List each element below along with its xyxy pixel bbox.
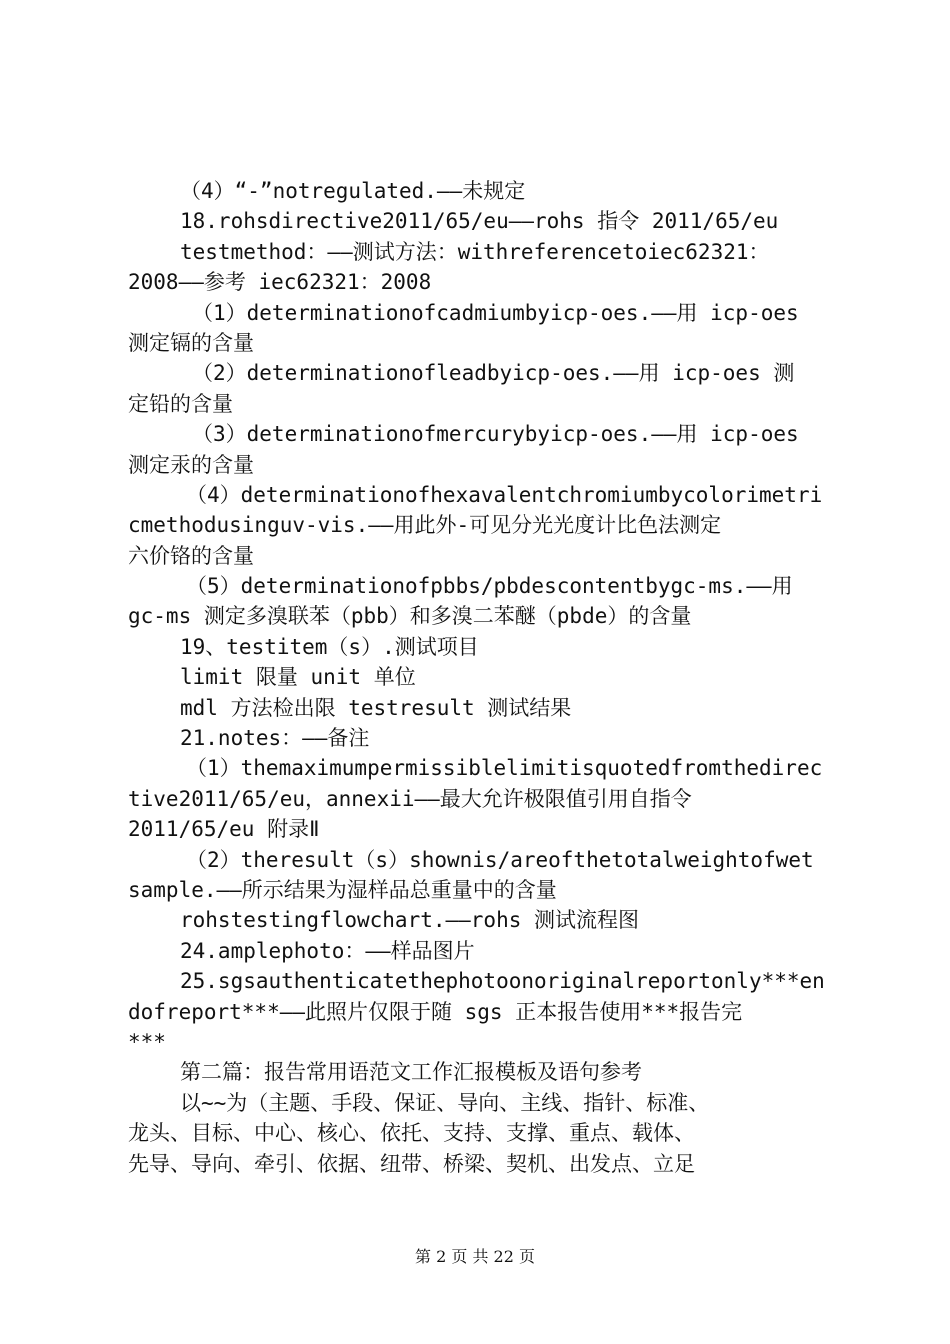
text-line: testmethod：——测试方法：withreferencetoiec62321： xyxy=(180,239,770,264)
text-line: 25.sgsauthenticatethephotoonoriginalreportonly***en xyxy=(180,969,825,994)
text-line: （5）determinationofpbbs/pbdescontentbygc-ms.——用 xyxy=(186,574,793,599)
text-line: 2011/65/eu 附录Ⅱ xyxy=(128,817,320,842)
section-heading: 第二篇：报告常用语范文工作汇报模板及语句参考 xyxy=(180,1060,642,1085)
text-line: tive2011/65/eu，annexii——最大允许极限值引用自指令 xyxy=(128,786,692,811)
text-line: 24.amplephoto：——样品图片 xyxy=(180,938,475,963)
text-line: （1）themaximumpermissiblelimitisquotedfromthedirec xyxy=(186,756,823,781)
text-line: 以~~为（主题、手段、保证、导向、主线、指针、标准、 xyxy=(180,1090,710,1115)
text-line: 测定镉的含量 xyxy=(128,330,254,355)
text-line: 先导、导向、牵引、依据、纽带、桥梁、契机、出发点、立足 xyxy=(128,1151,695,1176)
text-line: （2）theresult（s）shownis/areofthetotalweightofwet xyxy=(186,847,814,872)
text-line: *** xyxy=(128,1029,166,1054)
text-line: 2008——参考 iec62321：2008 xyxy=(128,270,432,295)
text-line: 龙头、目标、中心、核心、依托、支持、支撑、重点、载体、 xyxy=(128,1121,695,1146)
text-line: （3）determinationofmercurybyicp-oes.——用 icp-oes xyxy=(192,422,799,447)
text-line: 六价铬的含量 xyxy=(128,543,254,568)
text-line: 19、testitem（s）.测试项目 xyxy=(180,634,479,659)
text-line: 18.rohsdirective2011/65/eu——rohs 指令 2011/65/eu xyxy=(180,209,779,234)
text-line: （2）determinationofleadbyicp-oes.——用 icp-oes 测 xyxy=(192,361,795,386)
text-line: rohstestingflowchart.——rohs 测试流程图 xyxy=(180,908,640,933)
page-number-footer: 第 2 页 共 22 页 xyxy=(415,1247,535,1266)
text-line: 21.notes：——备注 xyxy=(180,726,370,751)
text-line: 测定汞的含量 xyxy=(128,452,254,477)
text-line: gc-ms 测定多溴联苯（pbb）和多溴二苯醚（pbde）的含量 xyxy=(128,604,692,629)
text-line: （1）determinationofcadmiumbyicp-oes.——用 icp-oes xyxy=(192,300,799,325)
text-line: cmethodusinguv-vis.——用此外-可见分光光度计比色法测定 xyxy=(128,513,722,538)
text-line: limit 限量 unit 单位 xyxy=(180,665,416,690)
text-line: sample.——所示结果为湿样品总重量中的含量 xyxy=(128,877,557,902)
text-line: dofreport***——此照片仅限于随 sgs 正本报告使用***报告完 xyxy=(128,999,743,1024)
text-line: （4）determinationofhexavalentchromiumbycolorimetri xyxy=(186,482,823,507)
document-body xyxy=(128,176,832,1179)
text-line: mdl 方法检出限 testresult 测试结果 xyxy=(180,695,572,720)
text-line: （4）“-”notregulated.——未规定 xyxy=(180,179,526,203)
text-line: 定铅的含量 xyxy=(128,391,233,416)
